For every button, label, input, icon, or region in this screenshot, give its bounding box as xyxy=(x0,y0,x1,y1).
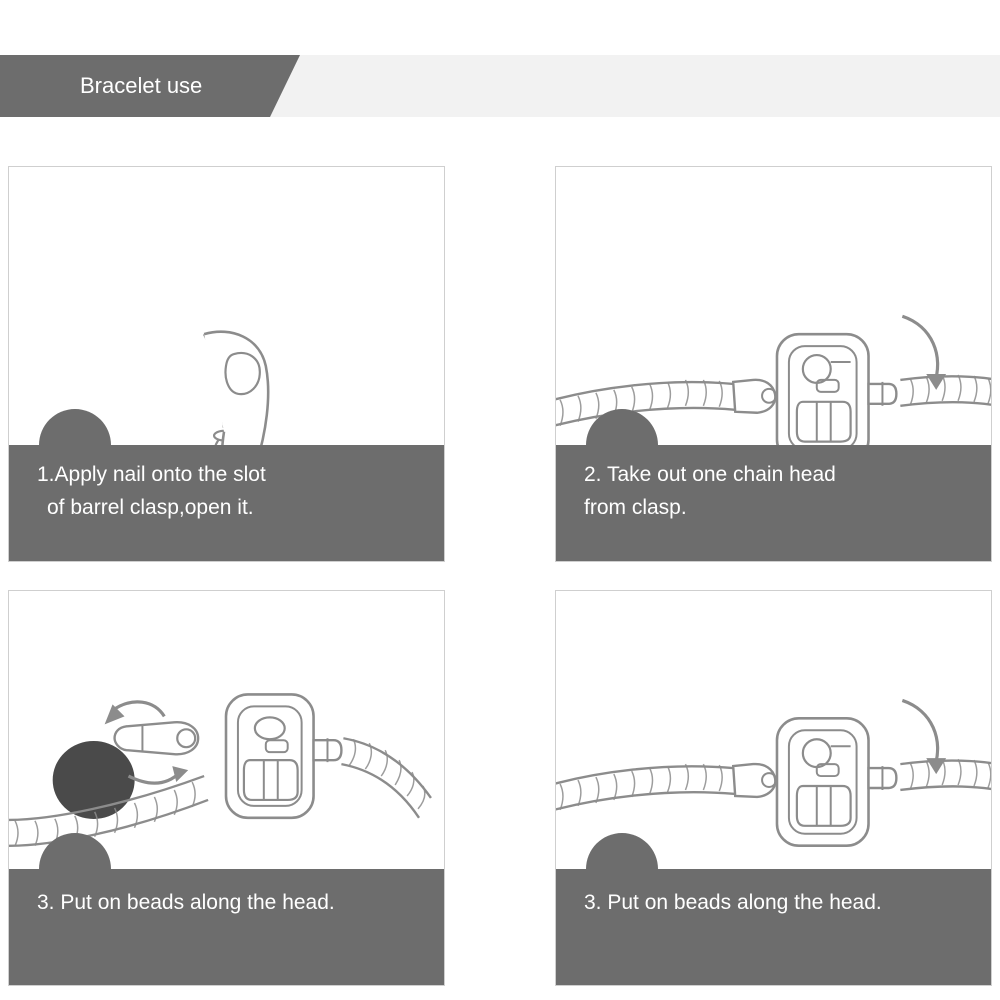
step-panel-2 xyxy=(555,166,992,562)
step-panel-3 xyxy=(8,590,445,986)
caption-line-1b: of barrel clasp,open it. xyxy=(47,495,254,519)
step-caption-2 xyxy=(556,445,991,561)
step-caption-3 xyxy=(9,869,444,985)
caption-line-2b: from clasp. xyxy=(584,495,687,519)
page-title: Bracelet use xyxy=(80,73,203,98)
step-caption-1 xyxy=(9,445,444,561)
panel-grid xyxy=(8,166,992,986)
step-panel-4 xyxy=(555,590,992,986)
caption-line-1a: 1.Apply nail onto the slot xyxy=(37,463,266,486)
header-banner xyxy=(0,55,1000,117)
caption-line-4a: 3. Put on beads along the head. xyxy=(584,891,882,914)
step-caption-4 xyxy=(556,869,991,985)
caption-line-3a: 3. Put on beads along the head. xyxy=(37,891,335,914)
caption-line-2a: 2. Take out one chain head xyxy=(584,463,836,486)
step-panel-1 xyxy=(8,166,445,562)
